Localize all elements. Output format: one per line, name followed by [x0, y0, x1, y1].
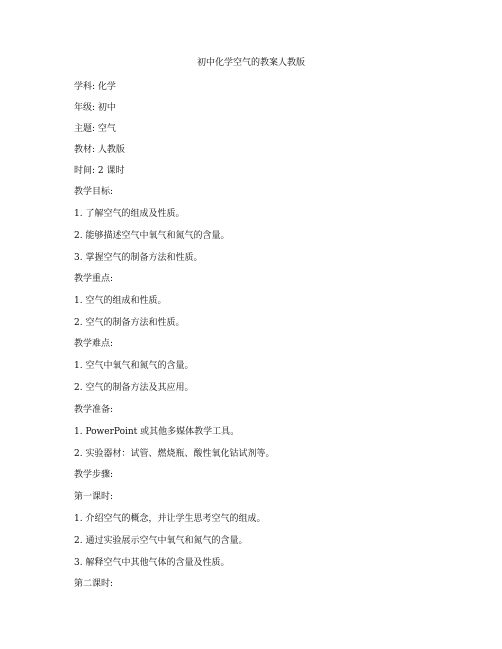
key-point-item: 2. 空气的制备方法和性质。	[74, 318, 185, 328]
difficulty-item: 1. 空气中氧气和氮气的含量。	[74, 361, 194, 371]
difficulties-heading: 教学难点:	[74, 339, 114, 349]
grade-line: 年级: 初中	[74, 103, 116, 113]
steps-heading: 教学步骤:	[74, 470, 114, 480]
preparation-item: 1. PowerPoint 或其他多媒体教学工具。	[74, 427, 240, 437]
key-points-heading: 教学重点:	[74, 274, 114, 284]
objective-item: 1. 了解空气的组成及性质。	[74, 209, 185, 219]
preparation-item: 2. 实验器材：试管、燃烧瓶、酸性氧化钴试剂等。	[74, 449, 275, 459]
objectives-heading: 教学目标:	[74, 187, 114, 197]
subject-line: 学科: 化学	[74, 82, 116, 92]
difficulty-item: 2. 空气的制备方法及其应用。	[74, 383, 194, 393]
step-item: 1. 介绍空气的概念，并让学生思考空气的组成。	[74, 514, 266, 524]
topic-line: 主题: 空气	[74, 124, 116, 134]
step-item: 3. 解释空气中其他气体的含量及性质。	[74, 558, 230, 568]
textbook-line: 教材: 人教版	[74, 145, 125, 155]
lesson-one-heading: 第一课时:	[74, 492, 114, 502]
preparation-heading: 教学准备:	[74, 405, 114, 415]
step-item: 2. 通过实验展示空气中氧气和氮气的含量。	[74, 536, 248, 546]
document-title: 初中化学空气的教案人教版	[196, 58, 305, 68]
objective-item: 3. 掌握空气的制备方法和性质。	[74, 253, 203, 263]
key-point-item: 1. 空气的组成和性质。	[74, 296, 167, 306]
duration-line: 时间: 2 课时	[74, 166, 125, 176]
lesson-two-heading: 第二课时:	[74, 579, 114, 589]
objective-item: 2. 能够描述空气中氧气和氮气的含量。	[74, 231, 230, 241]
